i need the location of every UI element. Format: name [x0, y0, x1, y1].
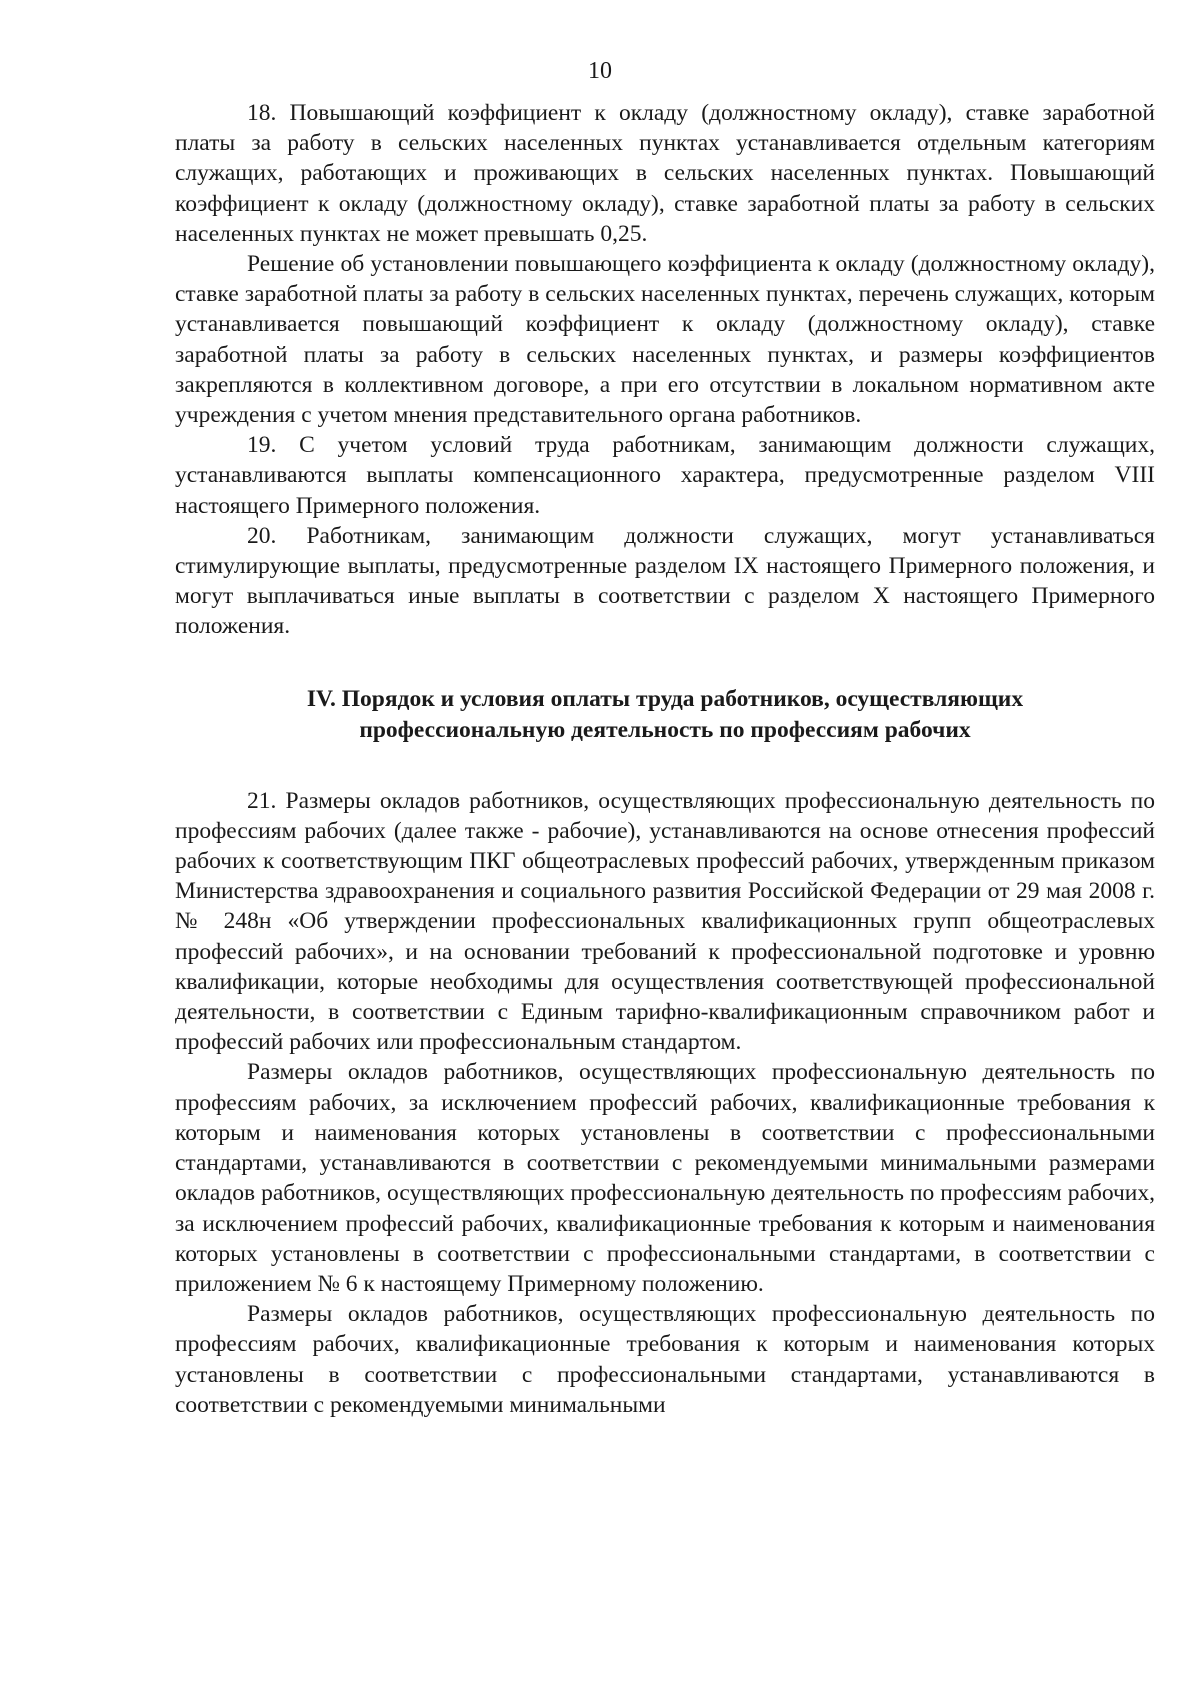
section-heading-iv	[175, 684, 1155, 746]
paragraph-21-salaries-standards: Размеры окладов работников, осуществляющих профессиональную деятельность по профессиям рабочих, квалификационные требования к которым и наименования которых установлены в соответствии с профессиональными стандартами, устанавливаются в соответствии с рекомендуемыми минимальными	[175, 1301, 1155, 1418]
section-heading-line-1: IV. Порядок и условия оплаты труда работников, осуществляющих	[306, 685, 1024, 712]
document-body	[175, 98, 1155, 1420]
section-heading-line-2: профессиональную деятельность по профессиям рабочих	[359, 716, 971, 743]
paragraph-18: 18. Повышающий коэффициент к окладу (должностному окладу), ставке заработной платы за работу в сельских населенных пунктах устанавливается отдельным категориям служащих, работающих и проживающих в сельских населенных пунктах. Повышающий коэффициент к окладу (должностному окладу), ставке заработной платы за работу в сельских населенных пунктах не может превышать 0,25.	[175, 100, 1155, 247]
paragraph-19: 19. С учетом условий труда работникам, занимающим должности служащих, устанавливаются выплаты компенсационного характера, предусмотренные разделом VIII настоящего Примерного положения.	[175, 432, 1155, 519]
page-number: 10	[588, 58, 612, 84]
paragraph-18-decision: Решение об установлении повышающего коэффициента к окладу (должностному окладу), ставке заработной платы за работу в сельских населенных пунктах, перечень служащих, которым устанавливается повышающий коэффициент к окладу (должностному окладу), ставке заработной платы за работу в сельских населенных пунктах, и размеры коэффициентов закрепляются в коллективном договоре, а при его отсутствии в локальном нормативном акте учреждения с учетом мнения представительного органа работников.	[175, 251, 1155, 429]
paragraph-21: 21. Размеры окладов работников, осуществляющих профессиональную деятельность по профессиям рабочих (далее также - рабочие), устанавливаются на основе отнесения профессий рабочих к соответствующим ПКГ общеотраслевых профессий рабочих, утвержденным приказом Министерства здравоохранения и социального развития Российской Федерации от 29 мая 2008 г. № 248н «Об утверждении профессиональных квалификационных групп общеотраслевых профессий рабочих», и на основании требований к профессиональной подготовке и уровню квалификации, которые необходимы для осуществления соответствующей профессиональной деятельности, в соответствии с Единым тарифно-квалификационным справочником работ и профессий рабочих или профессиональным стандартом.	[175, 787, 1155, 1056]
paragraph-21-salaries-general: Размеры окладов работников, осуществляющих профессиональную деятельность по профессиям рабочих, за исключением профессий рабочих, квалификационные требования к которым и наименования которых установлены в соответствии с профессиональными стандартами, устанавливаются в соответствии с рекомендуемыми минимальными размерами окладов работников, осуществляющих профессиональную деятельность по профессиям рабочих, за исключением профессий рабочих, квалификационные требования к которым и наименования которых установлены в соответствии с профессиональными стандартами, в соответствии с приложением № 6 к настоящему Примерному положению.	[175, 1059, 1155, 1297]
paragraph-20: 20. Работникам, занимающим должности служащих, могут устанавливаться стимулирующие выплаты, предусмотренные разделом IX настоящего Примерного положения, и могут выплачиваться иные выплаты в соответствии с разделом X настоящего Примерного положения.	[175, 522, 1155, 640]
